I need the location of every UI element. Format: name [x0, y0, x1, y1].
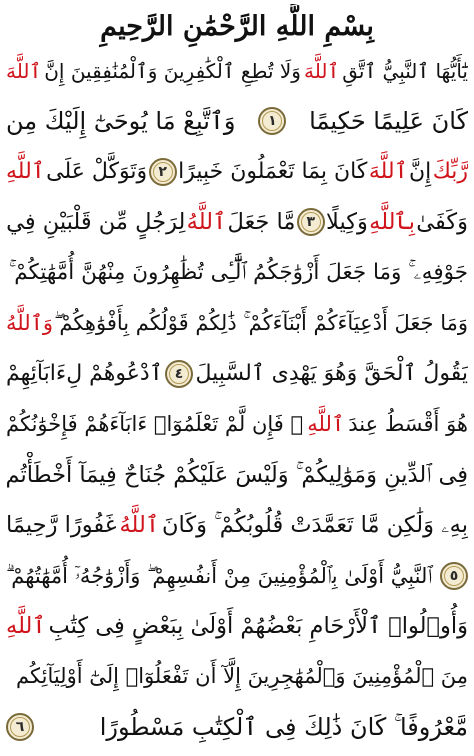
verse-line: [6, 401, 468, 447]
verse-text: وَمَا جَعَلَ أَدْعِيَآءَكُمْ أَبْنَآءَكُمْ ۚ ذَٰلِكُمْ قَوْلُكُم بِأَفْوَٰهِكُمْ ۖ: [54, 311, 468, 336]
verse-text: وَكِيلًا: [326, 209, 368, 236]
verse-text: ٱلنَّبِيُّ أَوْلَىٰ بِٱلْمُؤْمِنِينَ مِنْ أَنفُسِهِمْ ۖ وَأَزْوَٰجُهُۥٓ أُمَّهَٰتُهُمْ ۗ: [6, 563, 433, 588]
basmala-header: بِسْمِ اللَّهِ الرَّحْمَٰنِ الرَّحِيمِ: [100, 10, 374, 42]
ayah-number: ٣: [306, 214, 315, 231]
ayah-number-marker: [440, 562, 468, 590]
verse-line: [6, 452, 468, 498]
divine-name-word: ٱللَّهِ: [6, 158, 45, 184]
verse-line: [6, 98, 468, 144]
verse-line: [6, 48, 468, 94]
verse-line: [6, 250, 468, 296]
ayah-number-marker: [258, 107, 286, 135]
divine-name-word: رَّبِّكَ: [432, 158, 468, 184]
verse-text: وَأُو۟لُوا۟ ٱلْأَرْحَامِ بَعْضُهُمْ أَوْلَىٰ بِبَعْضٍ فِى كِتَٰبِ: [48, 612, 468, 639]
verse-text: لِرَجُلٍ مِّن قَلْبَيْنِ فِي: [6, 209, 186, 236]
divine-name-word: ٱللَّهُ: [186, 209, 227, 236]
divine-name-word: ٱللَّهَ: [368, 158, 408, 184]
divine-name-word: بِٱللَّهِ: [369, 209, 415, 236]
verse-text: يَٰٓأَيُّهَا ٱلنَّبِيُّ ٱتَّقِ: [342, 59, 468, 83]
ayah-number-marker: [165, 360, 193, 388]
verse-text: هُوَ أَقْسَطُ عِندَ: [348, 412, 468, 437]
verse-line: [6, 603, 468, 649]
ayah-number-marker: [297, 208, 325, 236]
ayah-number: ٢: [158, 163, 167, 180]
verse-line: [6, 199, 468, 245]
verse-text: بِهِۦ وَلَٰكِن مَّا تَعَمَّدَتْ قُلُوبُكُمْ ۚ وَكَانَ: [161, 512, 468, 539]
verse-text: مِنَ ٱلْمُؤْمِنِينَ وَٱلْمُهَٰجِرِينَ إِلَّآ أَن تَفْعَلُوٓا۟ إِلَىٰٓ أَوْلِيَآئِكُم: [16, 664, 468, 689]
divine-name-word: ٱللَّهِ: [307, 412, 345, 437]
ayah-number: ٤: [174, 365, 184, 382]
divine-name-word: ٱللَّهَ: [6, 59, 42, 83]
divine-name-word: ٱللَّهَ: [304, 59, 340, 83]
verse-line: [6, 553, 468, 599]
verse-text: جَوْفِهِۦ ۚ وَمَا جَعَلَ أَزْوَٰجَكُمُ ٱلَّٰٓـِٔى تُظَٰهِرُونَ مِنْهُنَّ أُمَّهَٰتِكُمْ ۚ: [8, 259, 468, 285]
verse-text: يَقُولُ ٱلْحَقَّ وَهُوَ يَهْدِى ٱلسَّبِيلَ: [195, 360, 468, 386]
verse-line: [6, 300, 468, 346]
verse-line: [6, 653, 468, 699]
ayah-number-marker: [149, 158, 177, 186]
verse-text: إِنَّ: [408, 158, 432, 184]
verse-text: وَتَوَكَّلْ عَلَى: [46, 158, 148, 184]
verse-line: [6, 149, 468, 195]
verse-text: ۚ فَإِن لَّمْ تَعْلَمُوٓا۟ ءَابَآءَهُمْ فَإِخْوَٰنُكُمْ: [6, 412, 304, 437]
divine-name-word: ٱللَّهُ: [119, 512, 160, 539]
verse-text: فِى ٱلدِّينِ وَمَوَٰلِيكُمْ ۚ وَلَيْسَ عَلَيْكُمْ جُنَاحٌ فِيمَآ أَخْطَأْتُم: [6, 461, 468, 488]
verse-text: كَانَ بِمَا تَعْمَلُونَ خَبِيرًا: [178, 158, 368, 184]
verse-text: وَكَفَىٰ: [416, 209, 468, 236]
verse-text: مَّعْرُوفًا ۚ كَانَ ذَٰلِكَ فِى ٱلْكِتَٰبِ مَسْطُورًا: [99, 712, 468, 741]
divine-name-word: وَٱللَّهُ: [6, 311, 54, 336]
divine-name-word: ٱللَّهِ: [6, 612, 46, 639]
ayah-number: ٦: [15, 718, 25, 735]
ayah-number: ١: [268, 113, 277, 130]
ayah-number-marker: [6, 713, 34, 741]
verse-line: [6, 351, 468, 397]
ayah-number: ٥: [449, 567, 459, 584]
verse-text: غَفُورًا رَّحِيمًا: [6, 512, 117, 539]
verse-text: وَلَا تُطِعِ ٱلْكَٰفِرِينَ وَٱلْمُنَٰفِقِينَ إِنَّ: [44, 59, 301, 83]
verse-text: كَانَ عَلِيمًا حَكِيمًا: [309, 107, 468, 136]
verse-lines: [6, 48, 468, 750]
verse-line: [6, 704, 468, 750]
verse-text: ٱدْعُوهُمْ لِءَابَآئِهِمْ: [6, 360, 163, 386]
verse-line: [6, 502, 468, 548]
verse-text: مَّا جَعَلَ: [227, 209, 296, 236]
verse-text: وَٱتَّبِعْ مَا يُوحَىٰٓ إِلَيْكَ مِن: [6, 107, 236, 136]
